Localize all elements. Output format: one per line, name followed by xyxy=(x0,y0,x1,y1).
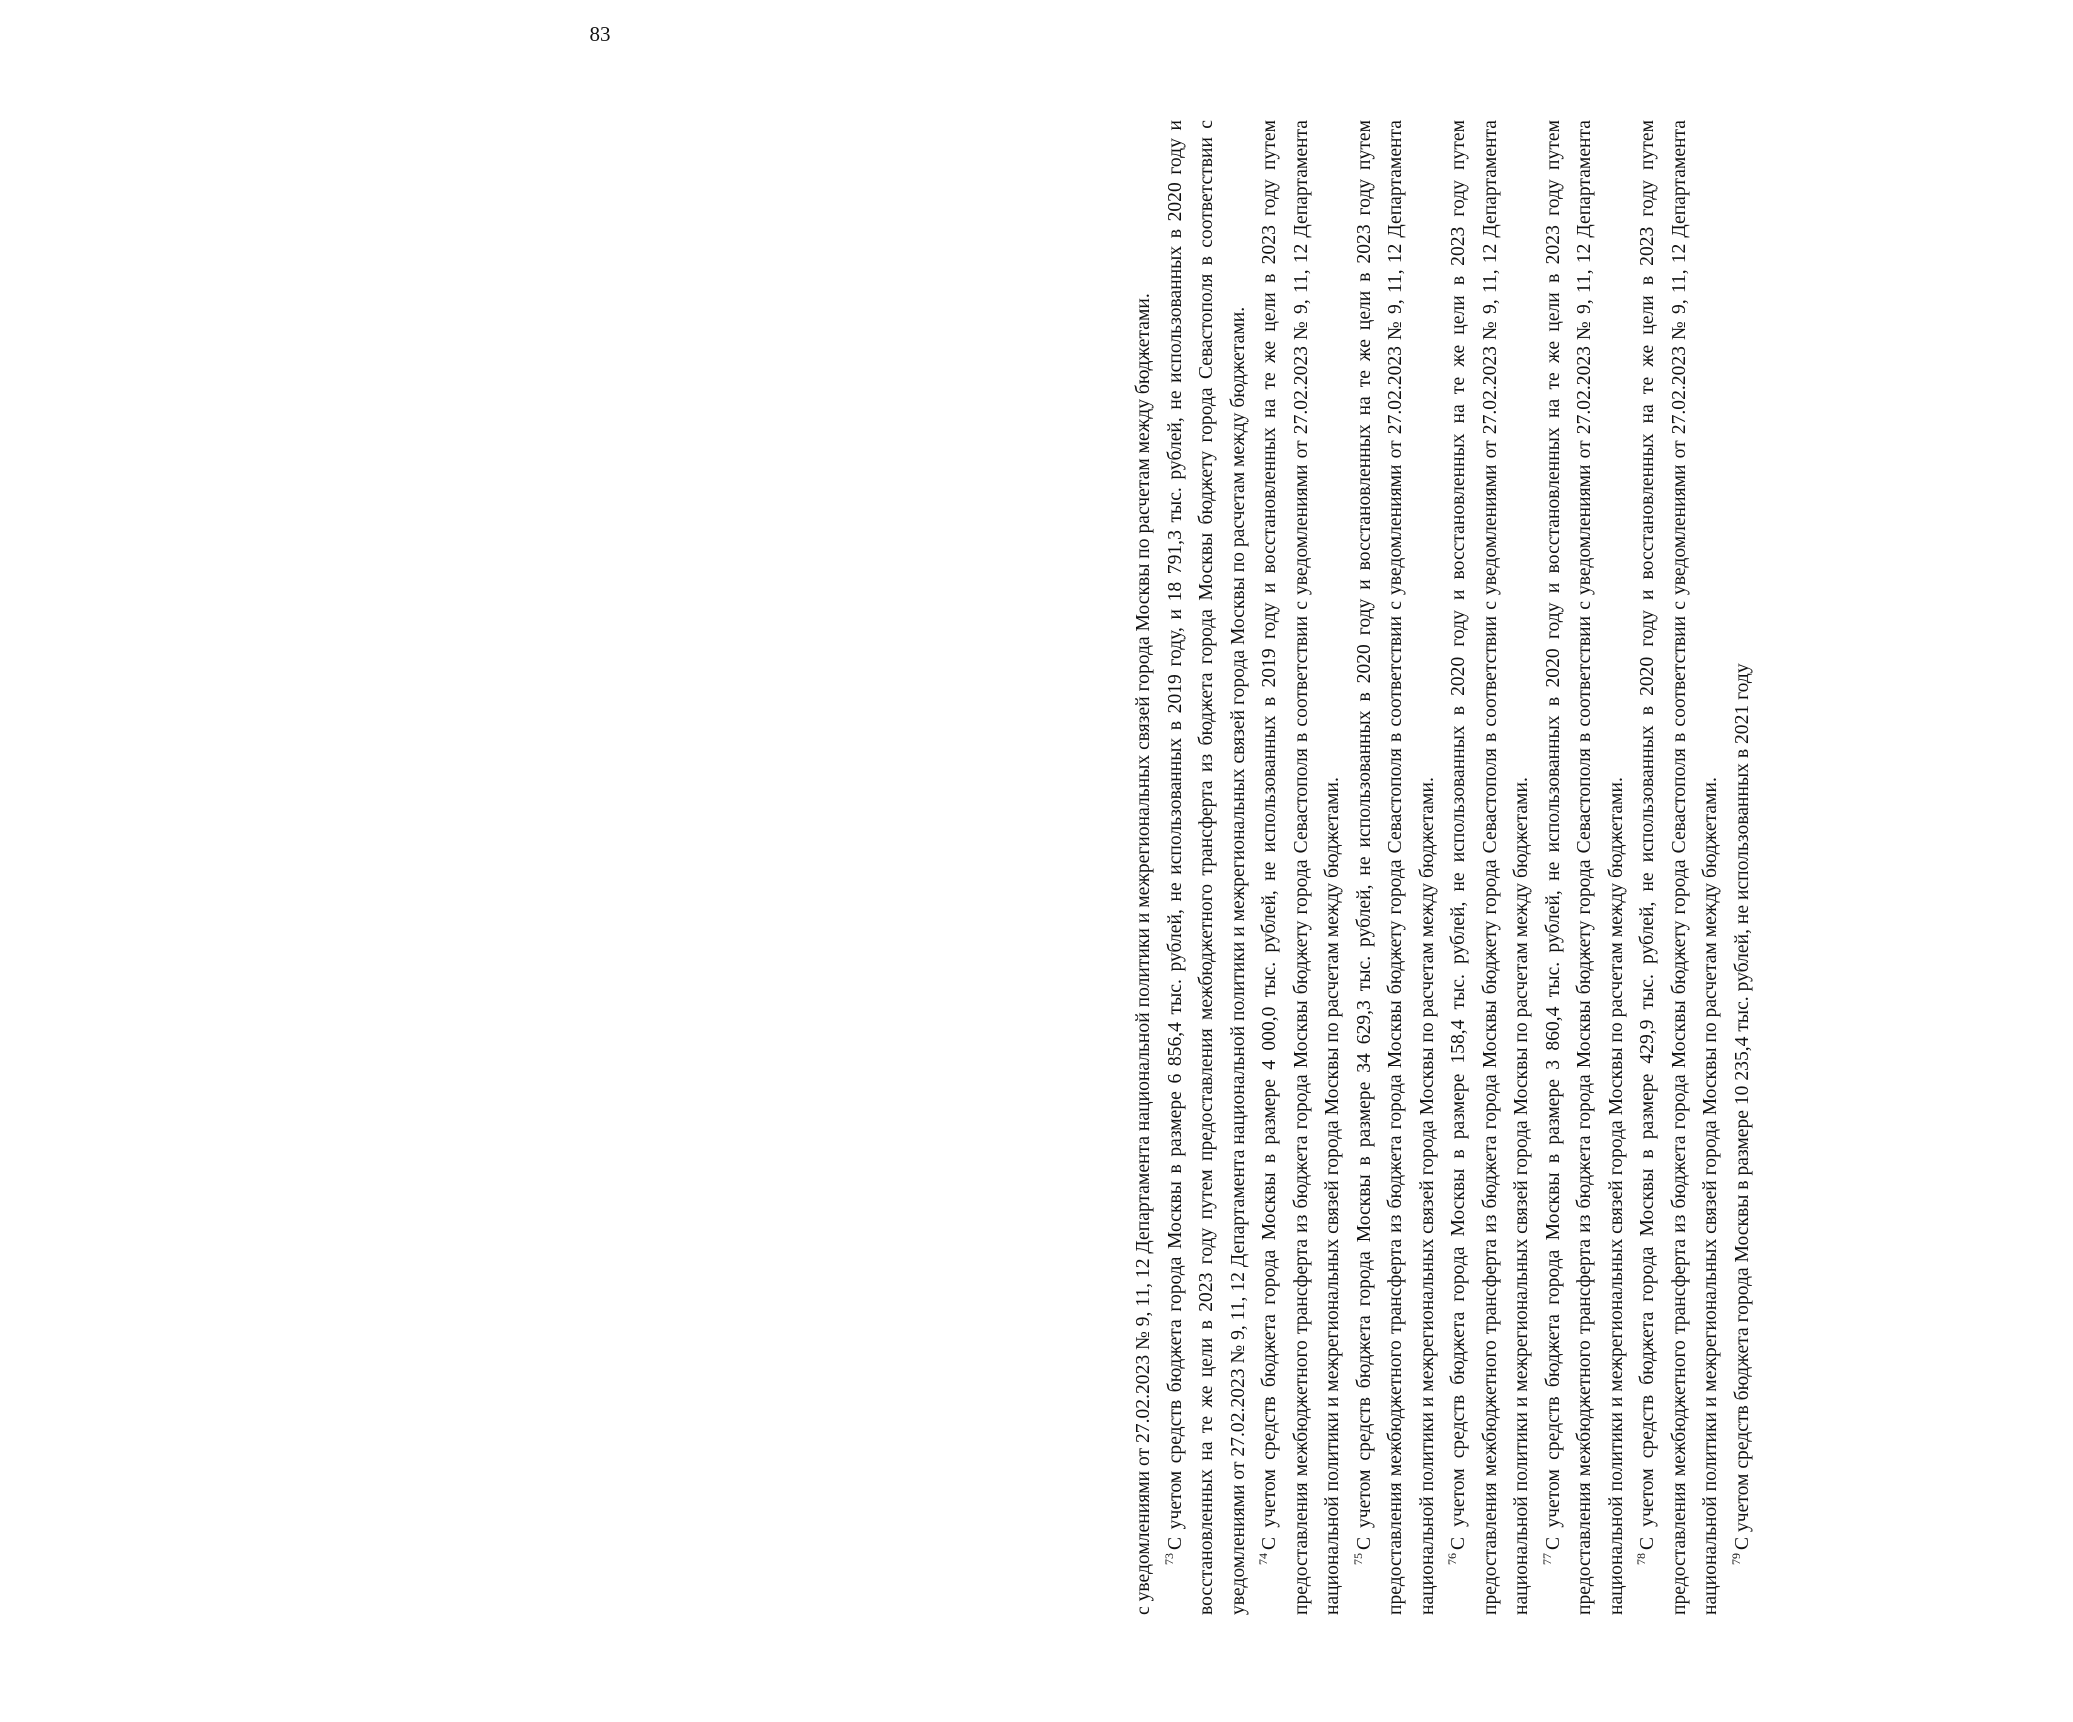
footnote-number: 79 xyxy=(1728,1553,1743,1565)
footnote-74 xyxy=(1254,120,1349,1615)
footnote-76 xyxy=(1443,120,1538,1615)
footnote-text: С учетом средств бюджета города Москвы в размере 6 856,4 тыс. рублей, не использованных в 2019 году, и 18 791,3 тыс. рублей, не использованных в 2020 году и восстановленных на те же цели в 2023 году путем предоставления межбюджетного трансферта из бюджета города Москвы бюджету города Севастополя в соответствии с уведомлениями от 27.02.2023 № 9, 11, 12 Департамента национальной политики и межрегиональных связей города Москвы по расчетам между бюджетами. xyxy=(1164,120,1249,1615)
footnote-number: 76 xyxy=(1445,1553,1460,1565)
footnote-number: 74 xyxy=(1256,1553,1271,1565)
footnote-text: С учетом средств бюджета города Москвы в размере 3 860,4 тыс. рублей, не использованных в 2020 году и восстановленных на те же цели в 2023 году путем предоставления межбюджетного трансферта из бюджета города Москвы бюджету города Севастополя в соответствии с уведомлениями от 27.02.2023 № 9, 11, 12 Департамента национальной политики и межрегиональных связей города Москвы по расчетам между бюджетами. xyxy=(1542,120,1627,1615)
footnote-text: С учетом средств бюджета города Москвы в размере 4 000,0 тыс. рублей, не использованных в 2019 году и восстановленных на те же цели в 2023 году путем предоставления межбюджетного трансферта из бюджета города Москвы бюджету города Севастополя в соответствии с уведомлениями от 27.02.2023 № 9, 11, 12 Департамента национальной политики и межрегиональных связей города Москвы по расчетам между бюджетами. xyxy=(1259,120,1343,1615)
footnote-text: С учетом средств бюджета города Москвы в размере 10 235,4 тыс. рублей, не использованных в 2021 году xyxy=(1731,663,1753,1550)
footnote-79 xyxy=(1727,120,1759,1615)
footnote-number: 78 xyxy=(1634,1553,1649,1565)
page-number: 83 xyxy=(589,22,611,46)
footnote-78 xyxy=(1632,120,1727,1615)
footnote-77 xyxy=(1538,120,1633,1615)
footnote-number: 77 xyxy=(1539,1553,1554,1565)
rotated-footnotes-block xyxy=(1128,120,2073,1615)
footnote-75 xyxy=(1349,120,1444,1615)
footnote-number: 75 xyxy=(1350,1553,1365,1565)
footnote-text: С учетом средств бюджета города Москвы в размере 158,4 тыс. рублей, не использованных в 2020 году и восстановленных на те же цели в 2023 году путем предоставления межбюджетного трансферта из бюджета города Москвы бюджету города Севастополя в соответствии с уведомлениями от 27.02.2023 № 9, 11, 12 Департамента национальной политики и межрегиональных связей города Москвы по расчетам между бюджетами. xyxy=(1448,120,1532,1615)
footnote-text: С учетом средств бюджета города Москвы в размере 429,9 тыс. рублей, не использованных в 2020 году и восстановленных на те же цели в 2023 году путем предоставления межбюджетного трансферта из бюджета города Москвы бюджету города Севастополя в соответствии с уведомлениями от 27.02.2023 № 9, 11, 12 Департамента национальной политики и межрегиональных связей города Москвы по расчетам между бюджетами. xyxy=(1637,120,1721,1615)
footnote-73 xyxy=(1160,120,1255,1615)
footnote-number: 73 xyxy=(1161,1553,1176,1565)
footnote-text: С учетом средств бюджета города Москвы в размере 34 629,3 тыс. рублей, не использованных в 2020 году и восстановленных на те же цели в 2023 году путем предоставления межбюджетного трансферта из бюджета города Москвы бюджету города Севастополя в соответствии с уведомлениями от 27.02.2023 № 9, 11, 12 Департамента национальной политики и межрегиональных связей города Москвы по расчетам между бюджетами. xyxy=(1353,120,1438,1615)
footnotes-text xyxy=(1128,120,1758,1615)
continuation-paragraph: с уведомлениями от 27.02.2023 № 9, 11, 12 Департамента национальной политики и межрегиональных связей города Москвы по расчетам между бюджетами. xyxy=(1133,293,1154,1615)
